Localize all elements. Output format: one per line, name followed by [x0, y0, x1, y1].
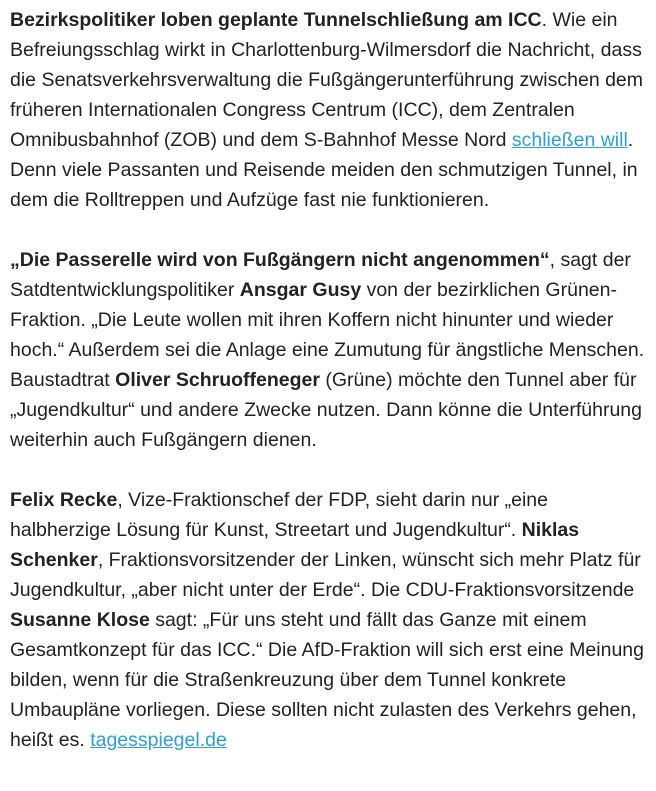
paragraph-text: von der bezirklichen Grünen-Fraktion. „Die Leute wollen mit ihren Koffern nicht hinunter und wieder hoch.“ Außerdem sei die Anlage eine Zumutung für ängstliche Menschen. Baustadtrat	[10, 279, 645, 391]
paragraph-text: , Fraktionsvorsitzender der Linken, wünscht sich mehr Platz für Jugendkultur, „aber nicht unter der Erde“. Die CDU-Fraktionsvorsitzende	[10, 549, 641, 601]
paragraph-text: . Wie ein Befreiungsschlag wirkt in Charlottenburg-Wilmersdorf die Nachricht, dass die Senatsverkehrsverwaltung die Fußgängerunterführung zwischen dem früheren Internationalen Congress Centrum (ICC), dem Zentralen Omnibusbahnhof (ZOB) und dem S-Bahnhof Messe Nord	[10, 9, 644, 151]
source-link-tagesspiegel[interactable]: tagesspiegel.de	[90, 729, 227, 751]
person-name-ansgar-gusy: Ansgar Gusy	[239, 279, 362, 301]
person-name-susanne-klose: Susanne Klose	[10, 609, 150, 631]
schliessen-will-link[interactable]: schließen will	[511, 129, 628, 151]
person-name-oliver-schruoffeneger: Oliver Schruoffeneger	[115, 369, 320, 391]
person-name-niklas-schenker: Niklas Schenker	[10, 519, 580, 571]
paragraph-text: , Vize-Fraktionschef der FDP, sieht darin nur „eine halbherzige Lösung für Kunst, Streetart und Jugendkultur“.	[10, 489, 548, 541]
person-name-felix-recke: Felix Recke	[10, 489, 118, 511]
paragraph-other-factions	[10, 485, 646, 755]
paragraph-tunnel-closure	[10, 5, 646, 215]
paragraph-text: , sagt der Satdtentwicklungspolitiker	[10, 249, 631, 301]
paragraph-text: sagt: „Für uns steht und fällt das Ganze mit einem Gesamtkonzept für das ICC.“ Die AfD-Fraktion will sich erst eine Meinung bilden, wenn für die Straßenkreuzung über dem Tunnel konkrete Umbaupläne vorliegen. Diese sollten nicht zulasten des Verkehrs gehen, heißt es.	[10, 609, 644, 751]
headline: Bezirkspolitiker loben geplante Tunnelschließung am ICC	[10, 9, 542, 31]
pull-quote: „Die Passerelle wird von Fußgängern nicht angenommen“	[10, 249, 550, 271]
paragraph-text: . Denn viele Passanten und Reisende meiden den schmutzigen Tunnel, in dem die Rolltreppen und Aufzüge fast nie funktionieren.	[10, 129, 638, 211]
paragraph-text: (Grüne) möchte den Tunnel aber für „Jugendkultur“ und andere Zwecke nutzen. Dann könne die Unterführung weiterhin auch Fußgängern dienen.	[10, 369, 642, 451]
paragraph-greens-opinion	[10, 245, 646, 455]
